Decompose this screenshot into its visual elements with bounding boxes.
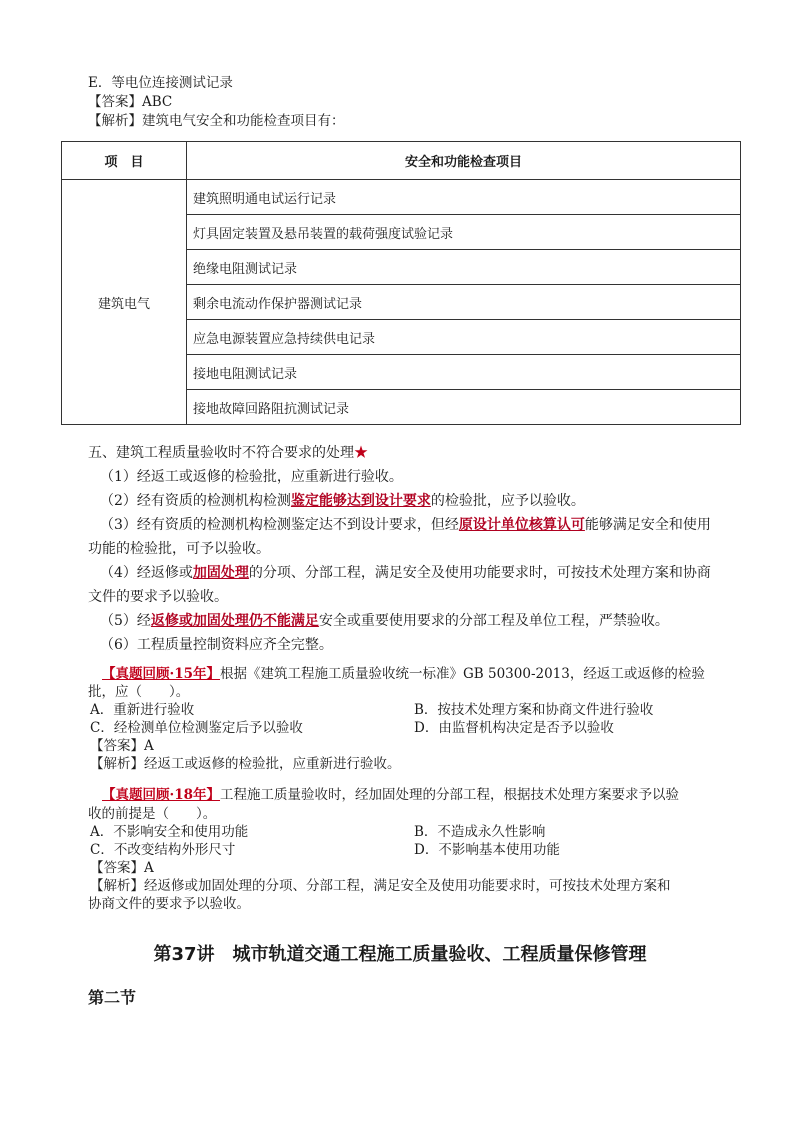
- section5-p2: [100, 491, 585, 511]
- table-header-item: 项 目: [62, 142, 187, 180]
- section5-p3: [100, 515, 711, 535]
- p4-text-c: 的分项、分部工程，满足安全及使用功能要求时，可按技术处理方案和协商: [248, 565, 711, 581]
- p2-text-c: 的检验批，应予以验收。: [430, 493, 585, 509]
- p3-text-c: 能够满足安全和使用: [584, 517, 711, 533]
- table-cell: 建筑照明通电试运行记录: [187, 180, 741, 215]
- section5-p4-cont: 文件的要求予以验收。: [88, 589, 228, 605]
- lecture-heading: [0, 940, 800, 966]
- section5-p6: （6）工程质量控制资料应齐全完整。: [100, 637, 333, 653]
- answer-abc: 【答案】ABC: [88, 94, 173, 110]
- table-cell: 接地电阻测试记录: [187, 355, 741, 390]
- q1-option-a: A．重新进行验收: [90, 702, 195, 718]
- q1-option-d: D．由监督机构决定是否予以验收: [414, 720, 614, 736]
- section5-title-text: 五、建筑工程质量验收时不符合要求的处理: [88, 445, 354, 461]
- lecture-title: 第37讲 城市轨道交通工程施工质量验收、工程质量保修管理: [153, 944, 647, 965]
- p5-text-a: （5）经: [100, 613, 151, 629]
- q2-option-d: D．不影响基本使用功能: [414, 842, 560, 858]
- q1-stem-cont: 批，应（ ）。: [88, 684, 190, 700]
- p5-text-c: 安全或重要使用要求的分部工程及单位工程，严禁验收。: [318, 613, 669, 629]
- table-cell: 应急电源装置应急持续供电记录: [187, 320, 741, 355]
- q2-stem: [102, 786, 679, 804]
- q2-analysis: 【解析】经返修或加固处理的分项、分部工程，满足安全及使用功能要求时，可按技术处理方案和: [90, 878, 671, 894]
- p5-highlight: 返修或加固处理仍不能满足: [150, 613, 319, 629]
- q2-option-a: A．不影响安全和使用功能: [90, 824, 249, 840]
- section5-p5: [100, 611, 669, 631]
- q1-analysis: 【解析】经返工或返修的检验批，应重新进行验收。: [90, 756, 401, 772]
- q2-option-b: B．不造成永久性影响: [414, 824, 546, 840]
- table-header-row: [62, 142, 741, 180]
- q1-option-b: B．按技术处理方案和协商文件进行验收: [414, 702, 654, 718]
- option-e: E．等电位连接测试记录: [88, 75, 233, 91]
- table-cell: 灯具固定装置及悬吊装置的载荷强度试验记录: [187, 215, 741, 250]
- section5-p1: （1）经返工或返修的检验批，应重新进行验收。: [100, 469, 403, 485]
- q2-answer: 【答案】A: [90, 860, 154, 876]
- table-category: 建筑电气: [62, 180, 187, 425]
- table-cell: 绝缘电阻测试记录: [187, 250, 741, 285]
- p2-highlight: 鉴定能够达到设计要求: [290, 493, 431, 509]
- analysis-intro: 【解析】建筑电气安全和功能检查项目有：: [88, 113, 345, 129]
- table-row: [62, 180, 741, 215]
- inspection-table: [61, 141, 741, 425]
- q2-analysis-cont: 协商文件的要求予以验收。: [88, 896, 250, 912]
- p2-text-a: （2）经有资质的检测机构检测: [100, 493, 291, 509]
- q1-tag: 【真题回顾·15年】: [102, 666, 220, 682]
- p4-text-a: （4）经返修或: [100, 565, 193, 581]
- section5-title: [88, 443, 368, 463]
- q2-option-c: C．不改变结构外形尺寸: [90, 842, 236, 858]
- p4-highlight: 加固处理: [192, 565, 249, 581]
- table-cell: 接地故障回路阻抗测试记录: [187, 390, 741, 425]
- q2-stem-text: 工程施工质量验收时，经加固处理的分部工程，根据技术处理方案要求予以验: [220, 787, 679, 803]
- q1-stem: [102, 665, 705, 683]
- table-header-check: 安全和功能检查项目: [187, 142, 741, 180]
- p3-highlight: 原设计单位核算认可: [458, 517, 585, 533]
- q1-answer: 【答案】A: [90, 738, 154, 754]
- p3-text-a: （3）经有资质的检测机构检测鉴定达不到设计要求，但经: [100, 517, 459, 533]
- table-cell: 剩余电流动作保护器测试记录: [187, 285, 741, 320]
- q1-stem-text: 根据《建筑工程施工质量验收统一标准》GB 50300-2013，经返工或返修的检验: [220, 666, 705, 682]
- section5-p3-cont: 功能的检验批，可予以验收。: [88, 541, 270, 557]
- section-heading: 第二节: [88, 988, 137, 1007]
- star-icon: ★: [354, 445, 368, 461]
- q2-stem-cont: 收的前提是（ ）。: [88, 806, 217, 822]
- section5-p4: [100, 563, 711, 583]
- q1-option-c: C．经检测单位检测鉴定后予以验收: [90, 720, 303, 736]
- q2-tag: 【真题回顾·18年】: [102, 787, 220, 803]
